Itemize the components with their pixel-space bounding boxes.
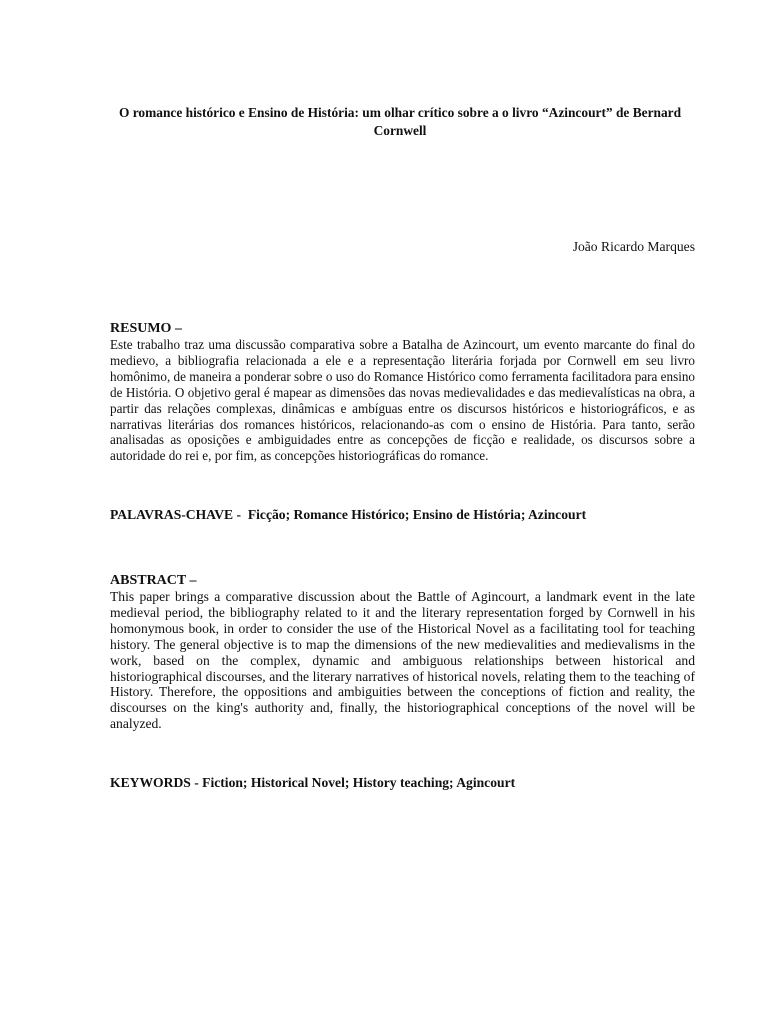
resumo-section [110,321,695,464]
abstract-text: This paper brings a comparative discussion about the Battle of Agincourt, a landmark event in the late medieval period, the bibliography related to it and the literary representation forged by Cornwell in his homonymous book, in order to consider the use of the Historical Novel as a facilitating tool for teaching history. The general objective is to map the dimensions of the new medievalities and medievalisms in the work, based on the complex, dynamic and ambiguous relationships between historical and historiographical discourses, and the literary narratives of historical novels, relating them to the teaching of History. Therefore, the oppositions and ambiguities between the conceptions of fiction and reality, the discourses on the king's authority and, finally, the historiographical conceptions of the novel will be analyzed. [110,589,695,732]
abstract-section [110,573,695,732]
keywords-line [110,774,695,792]
keywords-label: KEYWORDS - [110,775,199,790]
palavras-chave-label: PALAVRAS-CHAVE - [110,507,242,522]
palavras-chave-value: Ficção; Romance Histórico; Ensino de História; Azincourt [247,507,587,522]
keywords-value: Fiction; Historical Novel; History teaching; Agincourt [202,775,516,790]
palavras-chave-line [110,506,695,524]
abstract-heading: ABSTRACT – [110,573,197,588]
resumo-heading: RESUMO – [110,321,182,336]
author-name: João Ricardo Marques [572,239,695,254]
resumo-text: Este trabalho traz uma discussão comparativa sobre a Batalha de Azincourt, um evento marcante do final do medievo, a bibliografia relacionada a ele e a representação literária forjada por Cornwell em seu livro homônimo, de maneira a ponderar sobre o uso do Romance Histórico como ferramenta facilitadora para ensino de História. O objetivo geral é mapear as dimensões das novas medievalidades e das medievalísticas na obra, a partir das relações complexas, dinâmicas e ambíguas entre os discursos históricos e historiográficos, e as narrativas literárias dos romances históricos, relacionando-as com o ensino de História. Para tanto, serão analisadas as oposições e ambiguidades entre as concepções de ficção e realidade, os discursos sobre a autoridade do rei e, por fim, as concepções historiográficas do romance. [110,337,695,464]
document-title: O romance histórico e Ensino de História: um olhar crítico sobre a o livro “Azincourt” de Bernard Cornwell [118,105,682,138]
